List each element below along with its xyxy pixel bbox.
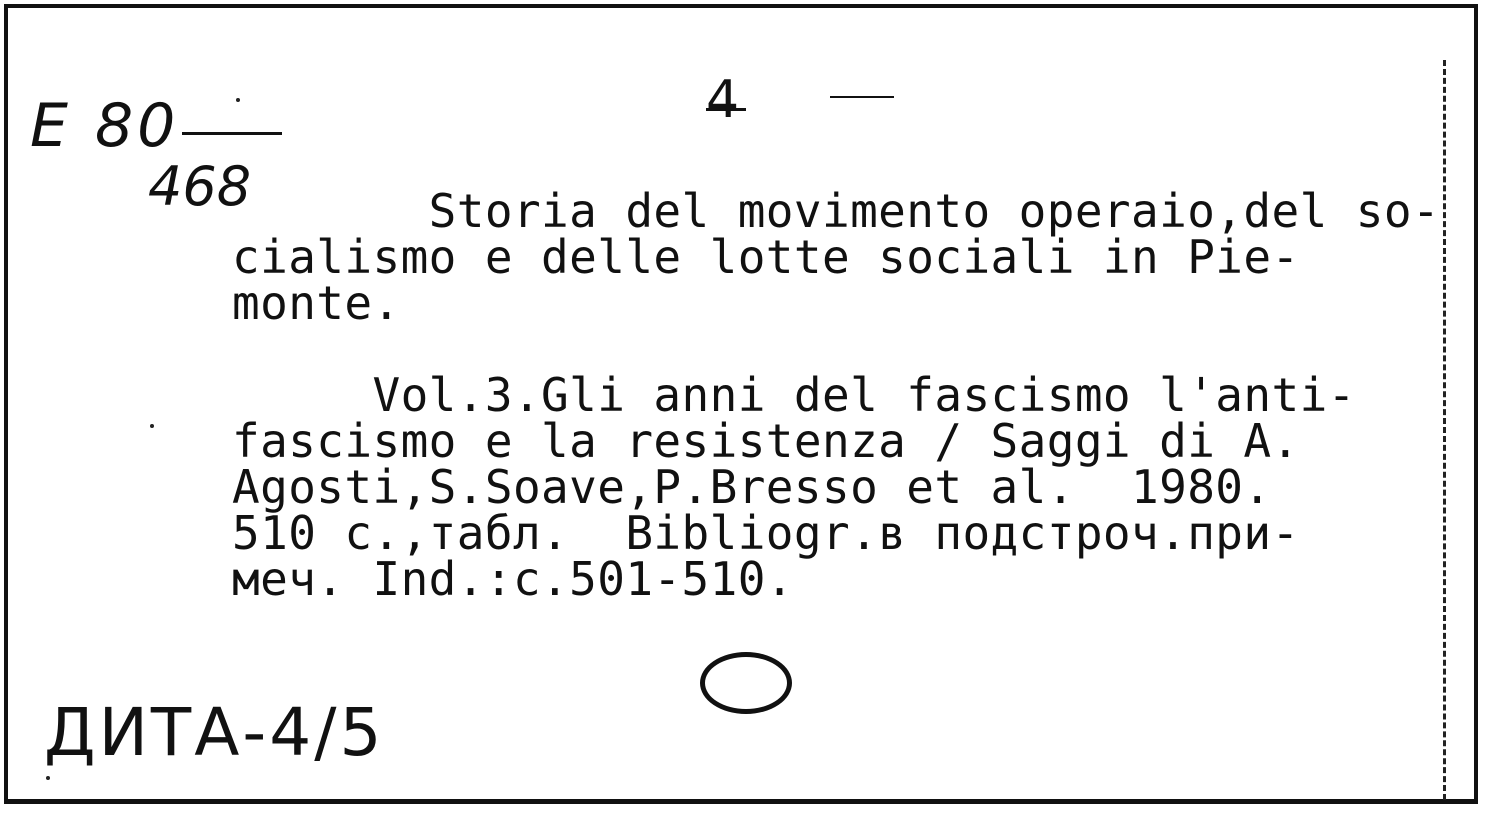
page-number-dash-right: [830, 96, 894, 98]
call-number-divider: [182, 132, 282, 135]
ink-speck: [150, 424, 154, 428]
card-perforated-edge: [1443, 60, 1446, 800]
volume-line-3: Agosti,S.Soave,P.Bresso et al. 1980.: [232, 460, 1272, 514]
volume-line-1: Vol.3.Gli anni del fascismo l'anti-: [232, 368, 1356, 422]
call-number-bottom: 468: [148, 155, 252, 218]
title-line-3: monte.: [232, 276, 401, 330]
ink-speck: [236, 98, 240, 102]
shelf-mark: ДИТА-4/5: [44, 694, 385, 771]
page-number: 4: [706, 70, 740, 130]
volume-line-5: меч. Ind.:c.501-510.: [232, 552, 794, 606]
punch-hole-circle: [700, 652, 792, 714]
title-line-2: cialismo e delle lotte sociali in Pie-: [232, 230, 1300, 284]
ink-speck: [46, 776, 50, 780]
volume-line-2: fascismo e la resistenza / Saggi di A.: [232, 414, 1300, 468]
volume-line-4: 510 c.,табл. Bibliogr.в подстроч.при-: [232, 506, 1300, 560]
call-number-top: E 80: [30, 91, 180, 161]
title-line-1: Storia del movimento operaio,del so-: [232, 184, 1441, 238]
